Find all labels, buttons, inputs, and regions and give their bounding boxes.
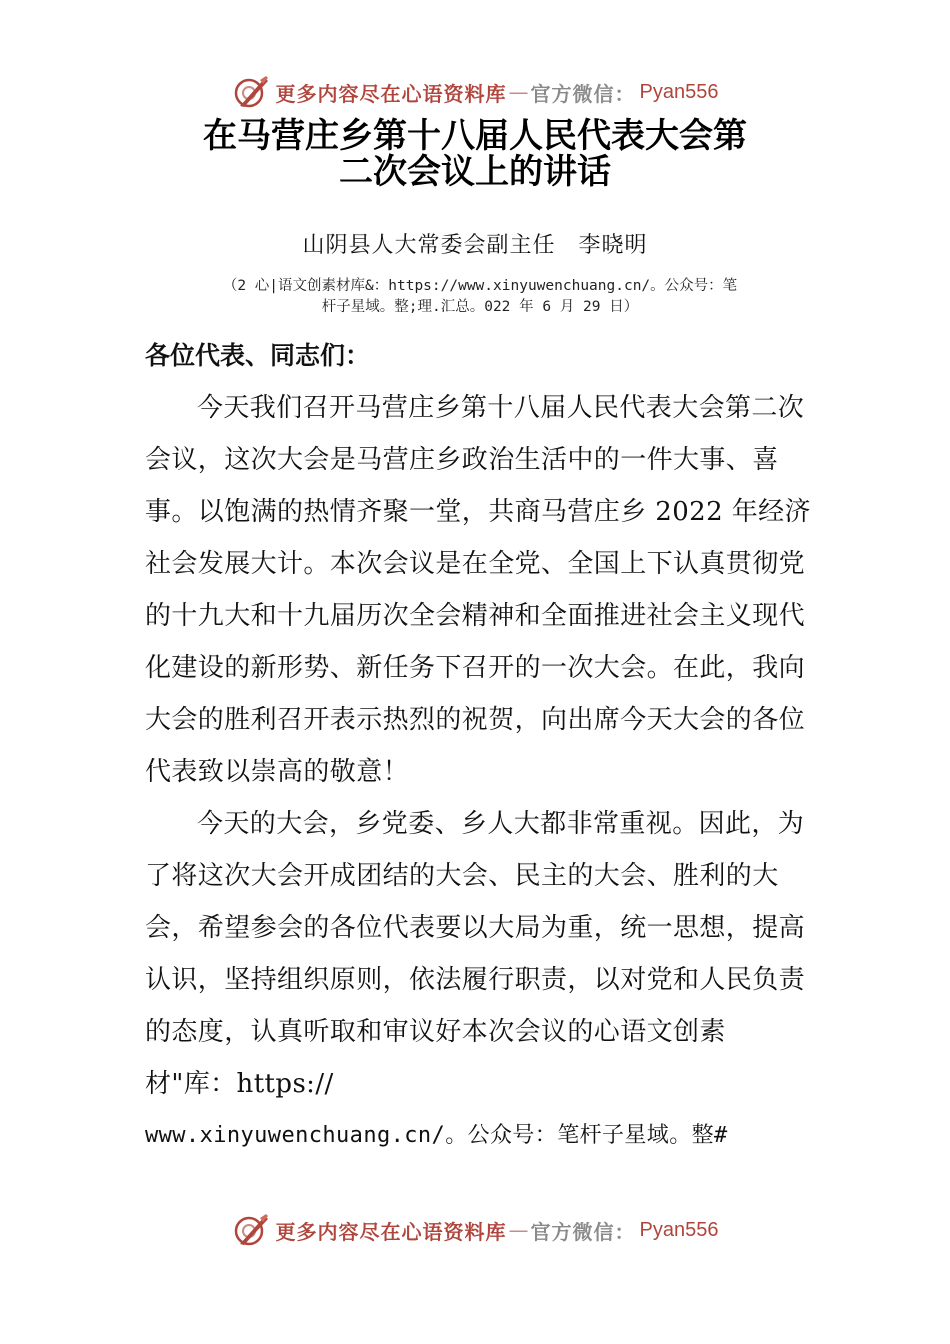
title-line-2: 二次会议上的讲话 [339,152,611,192]
footer-watermark-banner [0,1210,950,1250]
banner-wechat-id: Pyan556 [639,1218,719,1241]
banner-separator: — [508,80,529,104]
source-note [190,276,770,318]
document-author: 山阴县人大常委会副主任 李晓明 [302,233,648,258]
source-note-line-2: 杆子星域。整;理.汇总。022 年 6 月 29 日） [321,299,639,315]
document-title [140,118,810,190]
banner-main-text: 更多内容尽在心语资料库 [275,81,507,106]
paragraph-2-tail: www.xinyuwenchuang.cn/。公众号：笔杆子星域。整# [145,1123,728,1148]
document-body [145,382,815,1162]
quill-logo-icon [232,74,270,110]
source-note-line-1: （2 心|语文创素材库&：https://www.xinyuwenchuang.cn/。公众号：笔 [222,278,738,294]
banner-wechat-label: 官方微信： [530,1219,636,1244]
banner-separator: — [508,1218,529,1242]
paragraph-2: 今天的大会，乡党委、乡人大都非常重视。因此，为了将这次大会开成团结的大会、民主的大会、胜利的大会，希望参会的各位代表要以大局为重，统一思想，提高认识，坚持组织原则，依法履行职责，以对党和人民负责的态度，认真听取和审议好本次会议的心语文创素材"库：https:// [145,809,806,1099]
header-watermark-banner [0,72,950,112]
banner-main-text: 更多内容尽在心语资料库 [275,1219,507,1244]
paragraph-1: 今天我们召开马营庄乡第十八届人民代表大会第二次会议，这次大会是马营庄乡政治生活中的一件大事、喜事。以饱满的热情齐聚一堂，共商马营庄乡 2022 年经济社会发展大计。本次会议是在全党、全国上下认真贯彻党的十九大和十九届历次全会精神和全面推进社会主义现代化建设的新形势、新任务下召开的一次大会。在此，我向大会的胜利召开表示热烈的祝贺，向出席今天大会的各位代表致以崇高的敬意！ [145,393,811,787]
banner-wechat-id: Pyan556 [639,80,719,103]
quill-logo-icon [232,1212,270,1248]
greeting: 各位代表、同志们： [145,341,371,370]
title-line-1: 在马营庄乡第十八届人民代表大会第 [203,116,747,156]
banner-wechat-label: 官方微信： [530,81,636,106]
